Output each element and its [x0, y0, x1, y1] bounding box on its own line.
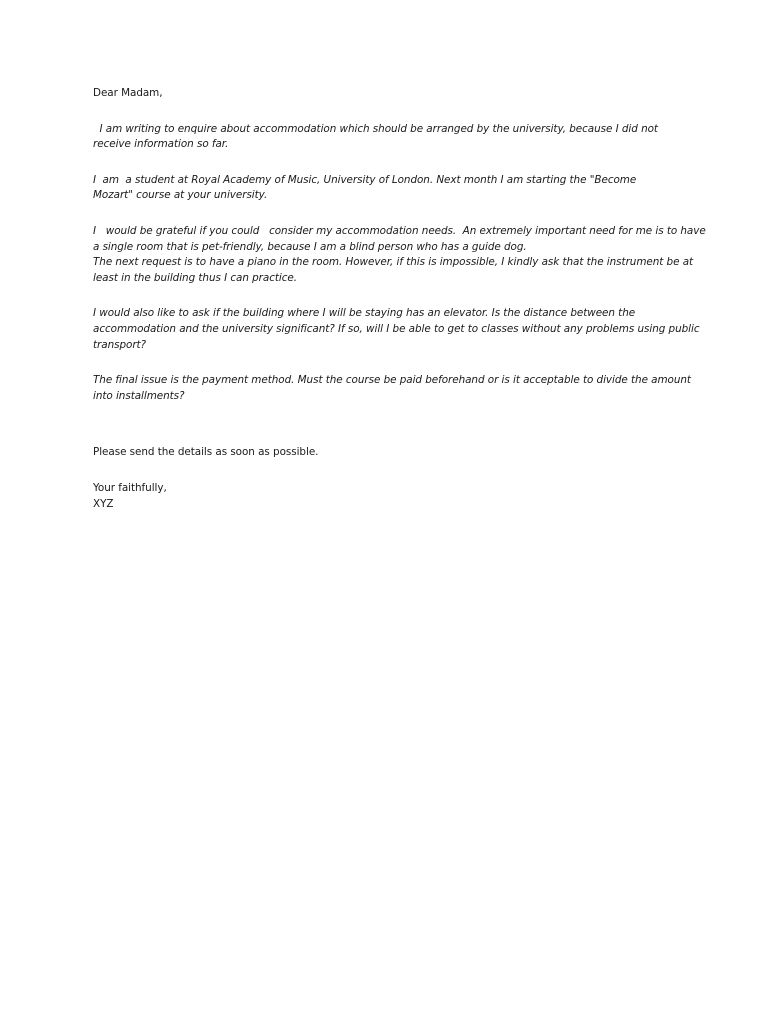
letter-body [93, 86, 706, 512]
closing-request: Please send the details as soon as possible. [93, 446, 319, 459]
paragraph-line: I would be grateful if you could consider my accommodation needs. An extremely important need for me is to have [93, 224, 706, 237]
paragraph-student-intro [93, 173, 683, 204]
paragraph-accommodation-enquiry [93, 122, 683, 153]
signoff: Your faithfully, [93, 481, 167, 494]
paragraph-gap [93, 353, 683, 373]
paragraph-line: receive information so far. [93, 138, 229, 151]
paragraph-line: least in the building thus I can practice. [93, 271, 298, 284]
paragraph-gap [93, 461, 683, 481]
paragraph-line: I am a student at Royal Academy of Music, University of London. Next month I am starting the "Become [93, 173, 637, 186]
paragraph-building-questions [93, 306, 700, 353]
paragraph-line: transport? [93, 338, 147, 351]
salutation: Dear Madam, [93, 87, 163, 99]
paragraph-gap [93, 153, 683, 173]
paragraph-line: I would also like to ask if the building where I will be staying has an elevator. Is the distance between the [93, 307, 636, 320]
paragraph-gap [93, 404, 683, 445]
paragraph-payment-method [93, 373, 691, 404]
paragraph-line: accommodation and the university significant? If so, will I be able to get to classes without any problems using public [93, 322, 700, 335]
paragraph-accommodation-needs [93, 224, 706, 286]
paragraph-gap [93, 286, 683, 306]
paragraph-line: The next request is to have a piano in the room. However, if this is impossible, I kindly ask that the instrument be at [93, 256, 694, 269]
paragraph-line: I am writing to enquire about accommodation which should be arranged by the university, because I did not [93, 122, 658, 135]
paragraph-line: Mozart" course at your university. [93, 189, 268, 202]
paragraph-line: The final issue is the payment method. Must the course be paid beforehand or is it acceptable to divide the amount [93, 374, 691, 387]
paragraph-line: into installments? [93, 389, 185, 402]
paragraph-line: a single room that is pet-friendly, because I am a blind person who has a guide dog. [93, 240, 527, 253]
signature: XYZ [93, 497, 114, 510]
paragraph-gap [93, 204, 683, 224]
paragraph-gap [93, 102, 683, 122]
